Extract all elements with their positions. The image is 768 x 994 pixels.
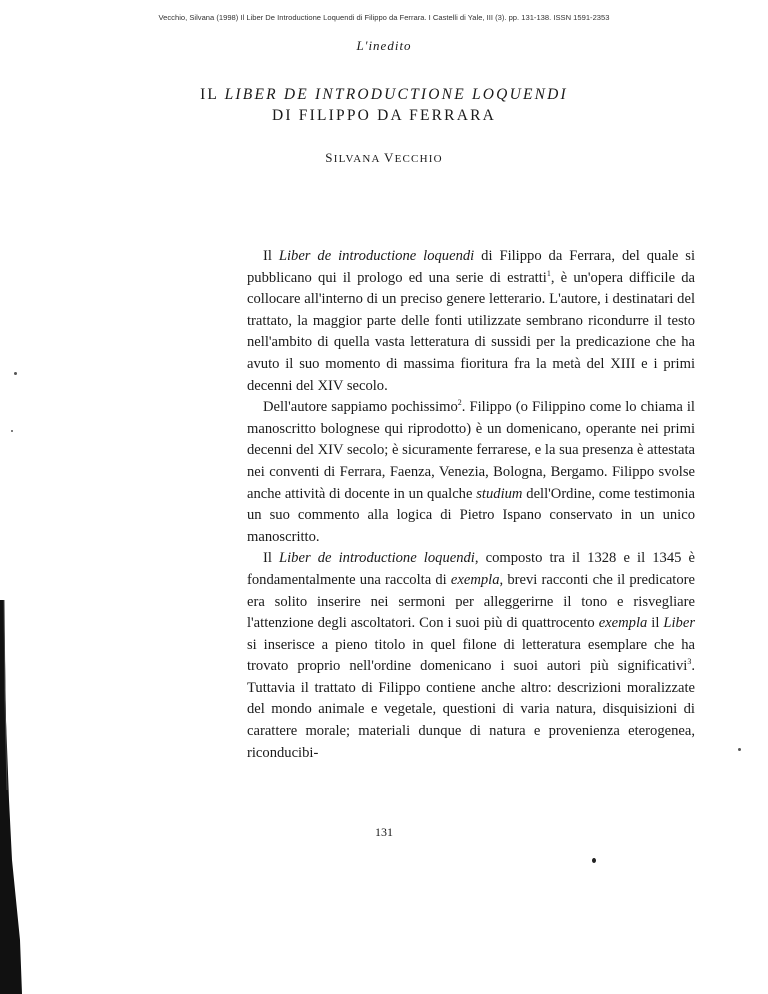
scan-speck xyxy=(592,858,596,863)
footnote-ref-1: 1 xyxy=(546,268,551,278)
author-name: SILVANA VECCHIO xyxy=(325,150,443,165)
paragraph-3: Il Liber de introductione loquendi, composto tra il 1328 e il 1345 è fondamentalmente una raccolta di exempla, brevi racconti che il predicatore era solito inserire nei sermoni per alleggerirne il tono e risvegliare l'attenzione degli ascoltatori. Con i suoi più di quattrocento exempla il Liber si inserisce a pieno titolo in quel filone di letteratura esemplare che ha trovato proprio nell'ordine domenicano i suoi autori più significativi$^3$. Tuttavia il trattato di Filippo contiene anche altro: descrizioni moralizzate del mondo animale e vegetale, questioni di varia natura, disquisizioni di carattere morale; materiali dunque di natura e provenienza eterogenea, riconducibi- xyxy=(247,550,695,761)
title-line-2: DI FILIPPO DA FERRARA xyxy=(271,107,497,124)
citation-header: Vecchio, Silvana (1998) Il Liber De Introductione Loquendi di Filippo da Ferrara. I Castelli di Yale, III (3). pp. 131-138. ISSN 1591-2353 xyxy=(158,13,610,22)
title-prefix: IL xyxy=(200,86,225,103)
scan-speck xyxy=(11,430,13,432)
page-number: 131 xyxy=(375,825,393,839)
footnote-ref-3: 3 xyxy=(687,657,692,667)
scan-speck xyxy=(14,372,17,375)
article-title xyxy=(60,84,708,126)
paragraph-2: Dell'autore sappiamo pochissimo$^2$. Filippo (o Filippino come lo chiama il manoscritto bolognese qui riprodotto) è un domenicano, operante nei primi decenni del XIV secolo; è sicuramente ferrarese, e la sua presenza è attestata nei conventi di Ferrara, Faenza, Venezia, Bologna, Bergamo. Filippo svolse anche attività di docente in un qualche studium dell'Ordine, come testimonia un suo commento alla logica di Pietro Ispano conservato in un unico manoscritto. xyxy=(247,398,695,545)
scan-speck xyxy=(738,748,741,751)
footnote-ref-2: 2 xyxy=(457,398,462,408)
paragraph-1: Il Liber de introductione loquendi di Filippo da Ferrara, del quale si pubblicano qui il prologo ed una serie di estratti$^1$, è un'opera difficile da collocare all'interno di un preciso genere letterario. L'autore, i destinatari del trattato, la maggior parte delle fonti utilizzate sembrano ricondurre il testo nell'ambito di quella vasta letteratura di sussidi per la predicazione che ha avuto il suo momento di massima fioritura fra la metà del XIII e i primi decenni del XIV secolo. xyxy=(247,248,696,394)
scan-edge-shadow xyxy=(0,600,22,994)
title-italic: LIBER DE INTRODUCTIONE LOQUENDI xyxy=(224,86,568,103)
section-heading: L'inedito xyxy=(356,38,412,53)
title-line-1 xyxy=(60,84,708,105)
article-body xyxy=(247,246,695,764)
